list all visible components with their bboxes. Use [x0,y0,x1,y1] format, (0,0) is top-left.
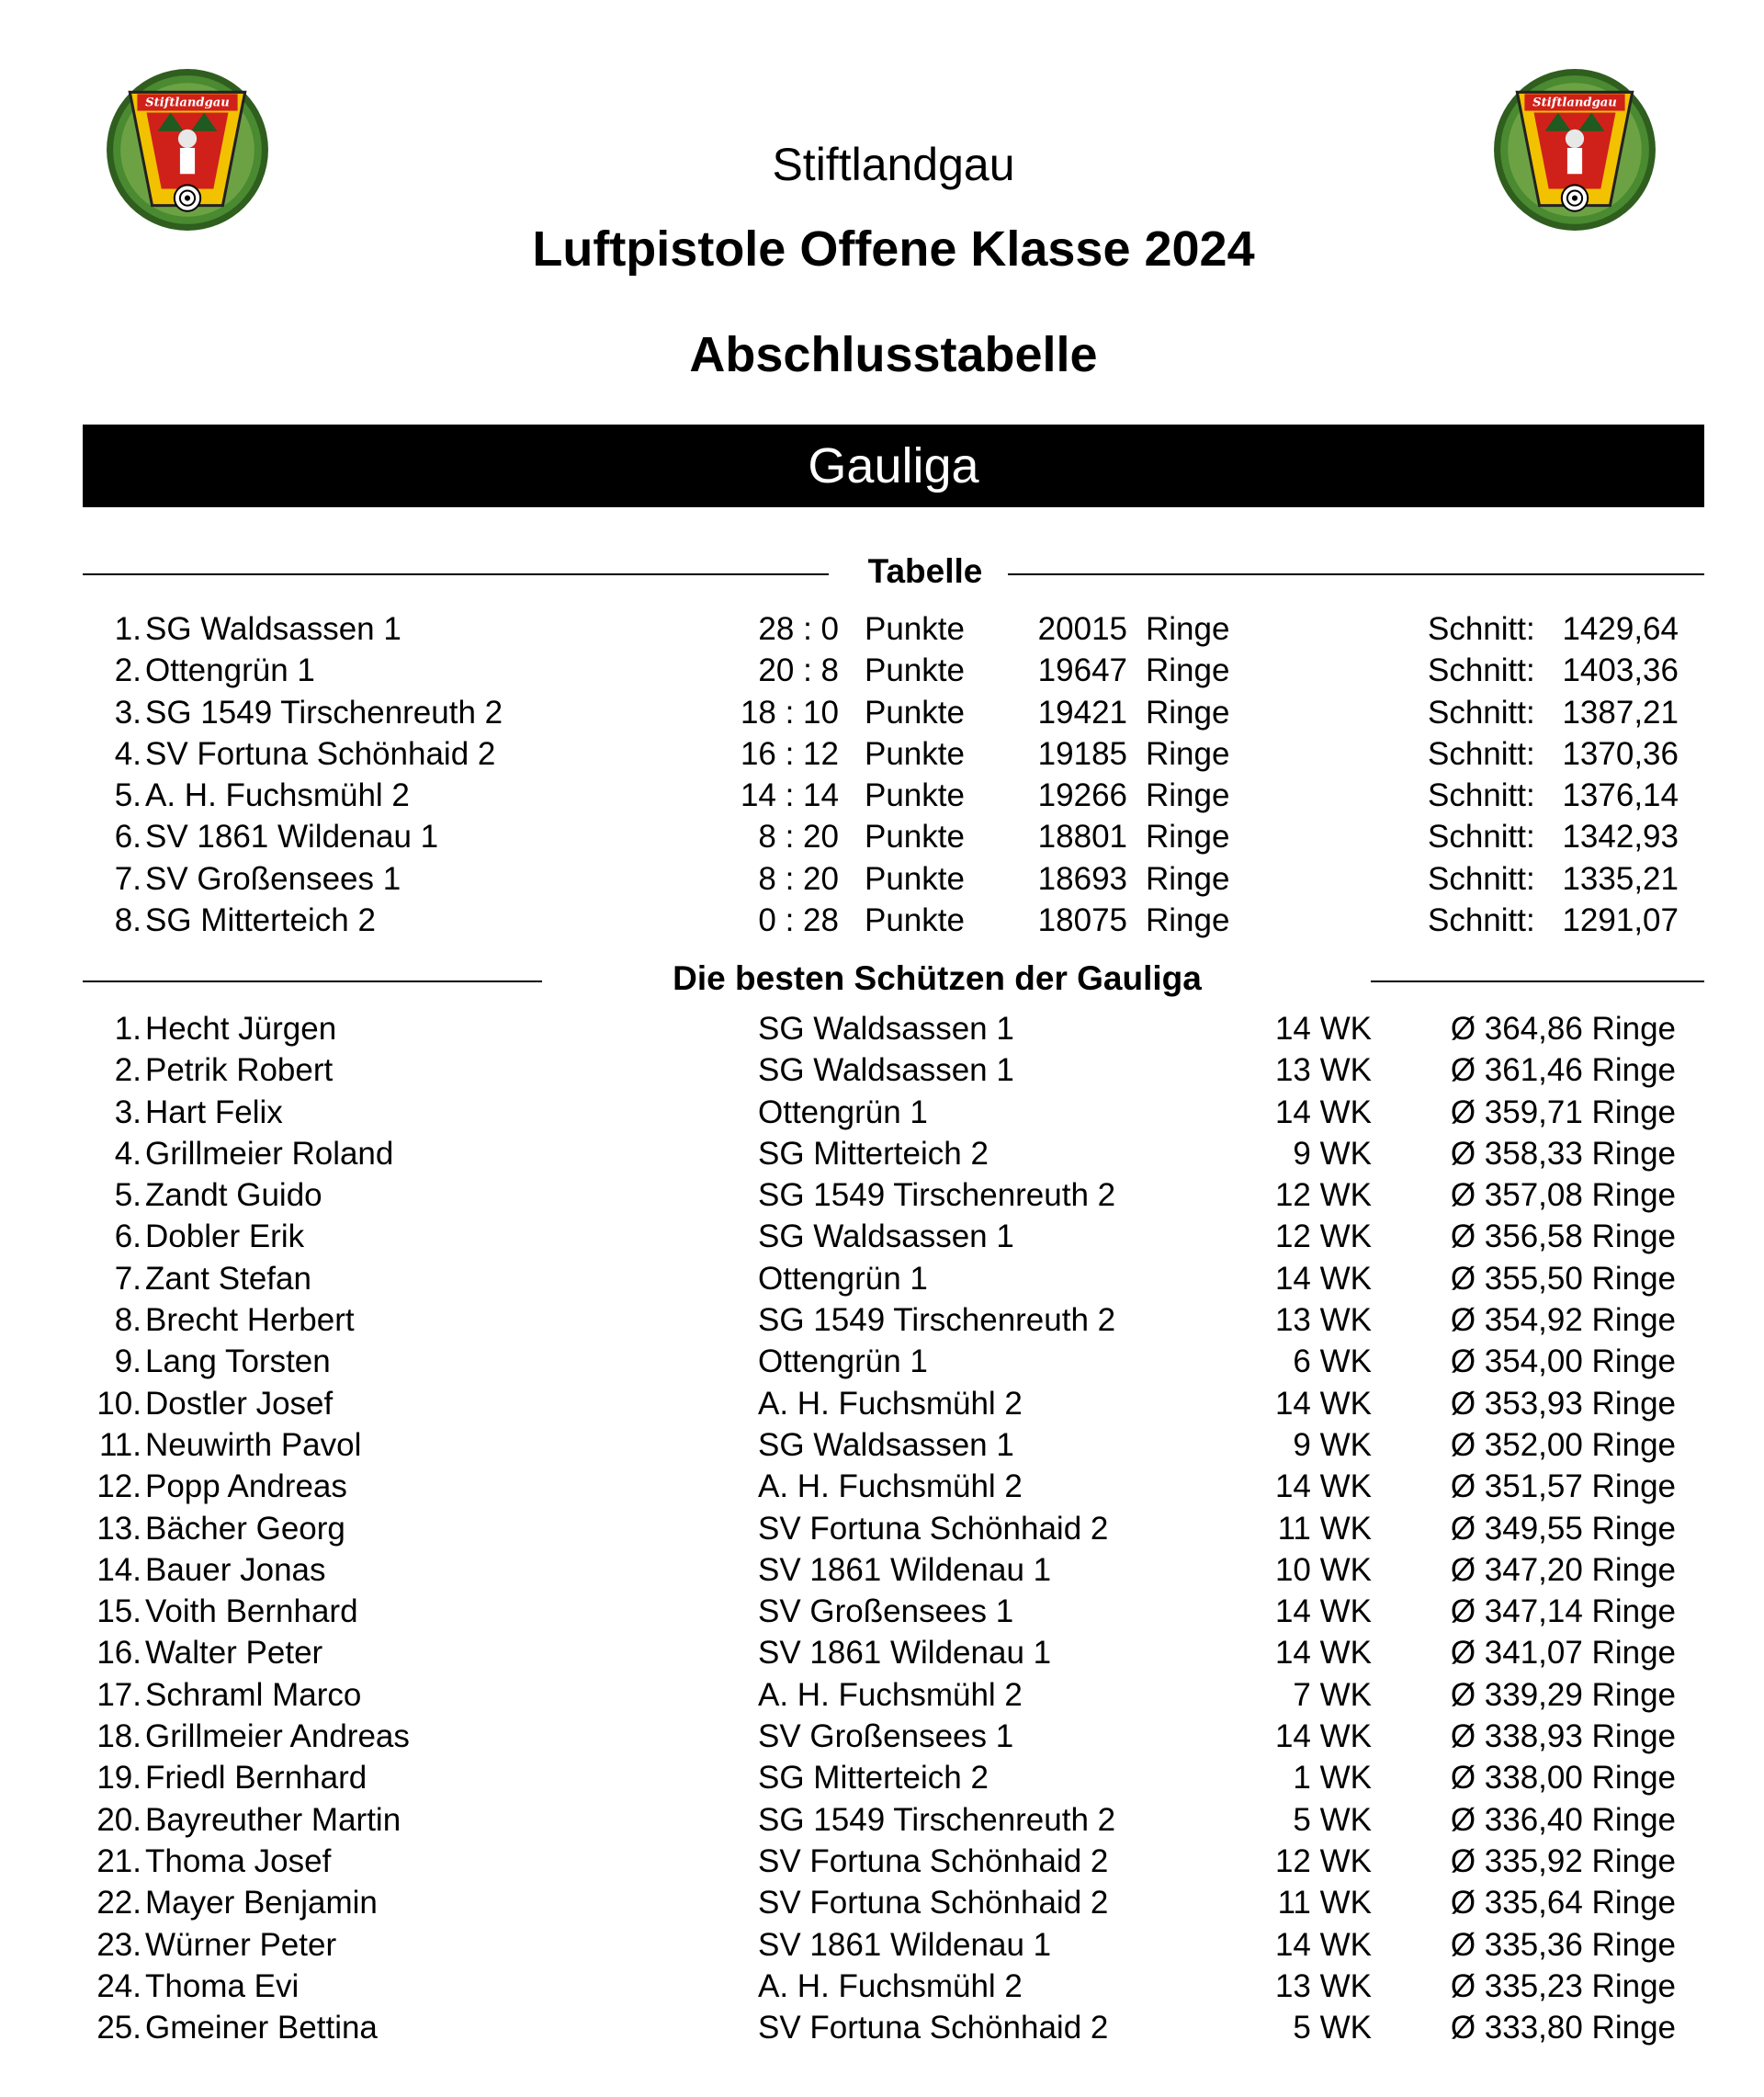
table-row [0,693,1764,734]
average: 1376,14 [1562,777,1679,814]
points: 18 : 10 [740,694,839,731]
divider [1371,980,1704,982]
competitions: 14 WK [1274,1593,1372,1630]
club-name: SG 1549 Tirschenreuth 2 [758,1302,1116,1339]
average: 1403,36 [1562,652,1679,689]
shooter-name: Dostler Josef [145,1385,334,1422]
competitions: 14 WK [1274,1011,1372,1047]
rank: 5. [114,777,141,814]
competitions: 11 WK [1277,1885,1372,1921]
team-name: SV Fortuna Schönhaid 2 [145,735,496,772]
competitions: 11 WK [1277,1510,1372,1547]
points-label: Punkte [865,694,965,731]
points: 20 : 8 [758,652,839,689]
table-row [0,1509,1764,1550]
table-row [0,1259,1764,1300]
competitions: 14 WK [1274,1094,1372,1130]
table-row [0,651,1764,692]
competitions: 6 WK [1293,1343,1372,1380]
rank: 13. [96,1510,141,1547]
shooter-name: Hart Felix [145,1094,283,1130]
points-label: Punkte [865,902,965,939]
rank: 9. [114,1343,141,1380]
points-label: Punkte [865,819,965,856]
table-row [0,1175,1764,1217]
club-name: SV Fortuna Schönhaid 2 [758,2010,1109,2046]
average-rings: Ø 364,86 Ringe [1450,1011,1676,1047]
average-rings: Ø 359,71 Ringe [1450,1094,1676,1130]
rank: 17. [96,1676,141,1713]
competitions: 12 WK [1274,1219,1372,1255]
club-name: Ottengrün 1 [758,1343,928,1380]
points-label: Punkte [865,611,965,647]
team-name: SG Mitterteich 2 [145,902,376,939]
competitions: 14 WK [1274,1260,1372,1297]
table-row [0,1093,1764,1134]
rank: 10. [96,1385,141,1422]
rank: 11. [98,1426,141,1463]
rank: 8. [114,1302,141,1339]
average: 1387,21 [1562,694,1679,731]
club-name: SG Waldsassen 1 [758,1011,1014,1047]
club-name: SG 1549 Tirschenreuth 2 [758,1177,1116,1214]
club-name: SG 1549 Tirschenreuth 2 [758,1801,1116,1838]
rank: 3. [114,1094,141,1130]
rank: 20. [96,1801,141,1838]
average-rings: Ø 338,93 Ringe [1450,1718,1676,1755]
divider [1008,573,1704,575]
club-name: SV Großensees 1 [758,1718,1014,1755]
average-rings: Ø 353,93 Ringe [1450,1385,1676,1422]
average-label: Schnitt: [1428,611,1535,647]
rank: 1. [114,611,141,647]
shooters-heading: Die besten Schützen der Gauliga [673,959,1202,997]
average: 1429,64 [1562,611,1679,647]
club-name: SV Fortuna Schönhaid 2 [758,1510,1109,1547]
club-name: Ottengrün 1 [758,1260,928,1297]
shooter-name: Petrik Robert [145,1052,334,1089]
rings: 19647 [1037,652,1127,689]
table-row [0,1009,1764,1050]
club-name: A. H. Fuchsmühl 2 [758,1676,1023,1713]
shooter-name: Würner Peter [145,1926,337,1963]
rank: 4. [114,1135,141,1172]
competitions: 1 WK [1293,1760,1372,1797]
shooter-ranking [0,1009,1764,2049]
divider [83,573,829,575]
table-row [0,776,1764,817]
average-label: Schnitt: [1428,860,1535,897]
shooter-name: Grillmeier Andreas [145,1718,410,1755]
rank: 16. [96,1635,141,1672]
average-rings: Ø 354,92 Ringe [1450,1302,1676,1339]
competitions: 9 WK [1293,1135,1372,1172]
average-rings: Ø 347,20 Ringe [1450,1551,1676,1588]
average-rings: Ø 361,46 Ringe [1450,1052,1676,1089]
table-row [0,1425,1764,1467]
rank: 3. [114,694,141,731]
table-row [0,1467,1764,1508]
table-row [0,1883,1764,1924]
rank: 21. [96,1842,141,1879]
points: 0 : 28 [758,902,839,939]
club-name: SG Waldsassen 1 [758,1219,1014,1255]
competitions: 13 WK [1274,1052,1372,1089]
average-label: Schnitt: [1428,735,1535,772]
table-row [0,1134,1764,1175]
competitions: 5 WK [1293,2010,1372,2046]
rings: 18075 [1037,902,1127,939]
table-row [0,1758,1764,1799]
club-name: SV Fortuna Schönhaid 2 [758,1842,1109,1879]
rings-label: Ringe [1146,611,1230,647]
table-row [0,1800,1764,1842]
table-row [0,1842,1764,1883]
rank: 8. [114,902,141,939]
rank: 1. [114,1011,141,1047]
shooter-name: Zandt Guido [145,1177,322,1214]
competitions: 14 WK [1274,1926,1372,1963]
rank: 25. [96,2010,141,2046]
shooter-name: Bayreuther Martin [145,1801,401,1838]
team-name: SV Großensees 1 [145,860,401,897]
average: 1291,07 [1562,902,1679,939]
rank: 4. [114,735,141,772]
average-rings: Ø 339,29 Ringe [1450,1676,1676,1713]
club-name: A. H. Fuchsmühl 2 [758,1967,1023,2004]
shooter-name: Walter Peter [145,1635,323,1672]
points-label: Punkte [865,652,965,689]
shooter-name: Voith Bernhard [145,1593,358,1630]
league-banner: Gauliga [83,425,1704,507]
average-rings: Ø 357,08 Ringe [1450,1177,1676,1214]
organization-title: Stiftlandgau [772,139,1015,190]
club-name: SG Waldsassen 1 [758,1426,1014,1463]
rings: 18693 [1037,860,1127,897]
average-label: Schnitt: [1428,902,1535,939]
average-rings: Ø 351,57 Ringe [1450,1468,1676,1505]
competitions: 9 WK [1293,1426,1372,1463]
rank: 23. [96,1926,141,1963]
shooter-name: Thoma Evi [145,1967,300,2004]
club-name: A. H. Fuchsmühl 2 [758,1468,1023,1505]
club-name: A. H. Fuchsmühl 2 [758,1385,1023,1422]
shooter-name: Bauer Jonas [145,1551,326,1588]
table-row [0,1675,1764,1717]
shooter-name: Popp Andreas [145,1468,347,1505]
rings: 19421 [1037,694,1127,731]
rank: 7. [114,1260,141,1297]
rings-label: Ringe [1146,819,1230,856]
table-row [0,734,1764,776]
points: 14 : 14 [740,777,839,814]
rings-label: Ringe [1146,902,1230,939]
average-rings: Ø 341,07 Ringe [1450,1635,1676,1672]
average-label: Schnitt: [1428,694,1535,731]
shooter-name: Lang Torsten [145,1343,331,1380]
average-rings: Ø 335,36 Ringe [1450,1926,1676,1963]
table-row [0,901,1764,942]
logo-text: Stiftlandgau [145,96,230,110]
rings: 19185 [1037,735,1127,772]
shooter-name: Bächer Georg [145,1510,345,1547]
shooter-name: Dobler Erik [145,1219,305,1255]
divider [83,980,542,982]
shooter-name: Brecht Herbert [145,1302,355,1339]
points: 8 : 20 [758,819,839,856]
table-row [0,1550,1764,1592]
average: 1370,36 [1562,735,1679,772]
page-subtitle: Abschlusstabelle [689,327,1098,382]
shooter-name: Hecht Jürgen [145,1011,337,1047]
competitions: 14 WK [1274,1385,1372,1422]
table-row [0,1925,1764,1967]
competitions: 13 WK [1274,1967,1372,2004]
average-rings: Ø 347,14 Ringe [1450,1593,1676,1630]
average-rings: Ø 333,80 Ringe [1450,2010,1676,2046]
points-label: Punkte [865,860,965,897]
points-label: Punkte [865,735,965,772]
average-rings: Ø 335,64 Ringe [1450,1885,1676,1921]
points-label: Punkte [865,777,965,814]
rings-label: Ringe [1146,694,1230,731]
rings: 20015 [1037,611,1127,647]
rank: 2. [114,652,141,689]
rank: 14. [96,1551,141,1588]
competitions: 14 WK [1274,1635,1372,1672]
rings-label: Ringe [1146,860,1230,897]
rank: 12. [96,1468,141,1505]
rings-label: Ringe [1146,735,1230,772]
club-name: SG Mitterteich 2 [758,1760,989,1797]
rank: 24. [96,1967,141,2004]
rank: 22. [96,1885,141,1921]
rank: 19. [96,1760,141,1797]
table-row [0,1342,1764,1383]
competitions: 12 WK [1274,1177,1372,1214]
competitions: 14 WK [1274,1468,1372,1505]
team-name: Ottengrün 1 [145,652,315,689]
average: 1342,93 [1562,819,1679,856]
competitions: 5 WK [1293,1801,1372,1838]
points: 28 : 0 [758,611,839,647]
points: 16 : 12 [740,735,839,772]
rings-label: Ringe [1146,777,1230,814]
team-name: A. H. Fuchsmühl 2 [145,777,410,814]
table-row [0,859,1764,901]
competitions: 14 WK [1274,1718,1372,1755]
table-row [0,1592,1764,1633]
average-label: Schnitt: [1428,777,1535,814]
average-label: Schnitt: [1428,652,1535,689]
team-standings [0,609,1764,942]
shooter-name: Mayer Benjamin [145,1885,378,1921]
average-rings: Ø 336,40 Ringe [1450,1801,1676,1838]
competitions: 10 WK [1274,1551,1372,1588]
table-row [0,1050,1764,1092]
table-row [0,1300,1764,1342]
club-name: Ottengrün 1 [758,1094,928,1130]
average-rings: Ø 355,50 Ringe [1450,1260,1676,1297]
rank: 6. [114,1219,141,1255]
competitions: 7 WK [1293,1676,1372,1713]
table-row [0,1217,1764,1258]
team-name: SV 1861 Wildenau 1 [145,819,439,856]
shooter-name: Gmeiner Bettina [145,2010,378,2046]
table-row [0,817,1764,858]
rank: 5. [114,1177,141,1214]
shooter-name: Friedl Bernhard [145,1760,368,1797]
shooter-name: Neuwirth Pavol [145,1426,362,1463]
club-name: SV 1861 Wildenau 1 [758,1635,1052,1672]
rank: 7. [114,860,141,897]
average-rings: Ø 354,00 Ringe [1450,1343,1676,1380]
table-row [0,1717,1764,1758]
average-label: Schnitt: [1428,819,1535,856]
logo-text: Stiftlandgau [1532,96,1617,110]
rank: 15. [96,1593,141,1630]
average-rings: Ø 335,92 Ringe [1450,1842,1676,1879]
average-rings: Ø 358,33 Ringe [1450,1135,1676,1172]
club-name: SG Waldsassen 1 [758,1052,1014,1089]
club-name: SG Mitterteich 2 [758,1135,989,1172]
rank: 6. [114,819,141,856]
rings: 18801 [1037,819,1127,856]
average-rings: Ø 335,23 Ringe [1450,1967,1676,2004]
club-name: SV Fortuna Schönhaid 2 [758,1885,1109,1921]
average-rings: Ø 352,00 Ringe [1450,1426,1676,1463]
table-heading: Tabelle [867,552,983,590]
shooter-name: Zant Stefan [145,1260,311,1297]
club-name: SV 1861 Wildenau 1 [758,1926,1052,1963]
rank: 2. [114,1052,141,1089]
points: 8 : 20 [758,860,839,897]
table-row [0,609,1764,651]
team-name: SG Waldsassen 1 [145,611,401,647]
table-row [0,1967,1764,2008]
average-rings: Ø 349,55 Ringe [1450,1510,1676,1547]
average: 1335,21 [1562,860,1679,897]
rings-label: Ringe [1146,652,1230,689]
rank: 18. [96,1718,141,1755]
average-rings: Ø 356,58 Ringe [1450,1219,1676,1255]
rings: 19266 [1037,777,1127,814]
club-name: SV 1861 Wildenau 1 [758,1551,1052,1588]
table-row [0,1633,1764,1674]
competitions: 13 WK [1274,1302,1372,1339]
shooter-name: Thoma Josef [145,1842,332,1879]
team-name: SG 1549 Tirschenreuth 2 [145,694,503,731]
table-row [0,1384,1764,1425]
shooter-name: Schraml Marco [145,1676,362,1713]
shooter-name: Grillmeier Roland [145,1135,394,1172]
competitions: 12 WK [1274,1842,1372,1879]
average-rings: Ø 338,00 Ringe [1450,1760,1676,1797]
table-row [0,2008,1764,2049]
page-title: Luftpistole Offene Klasse 2024 [532,221,1255,277]
club-name: SV Großensees 1 [758,1593,1014,1630]
